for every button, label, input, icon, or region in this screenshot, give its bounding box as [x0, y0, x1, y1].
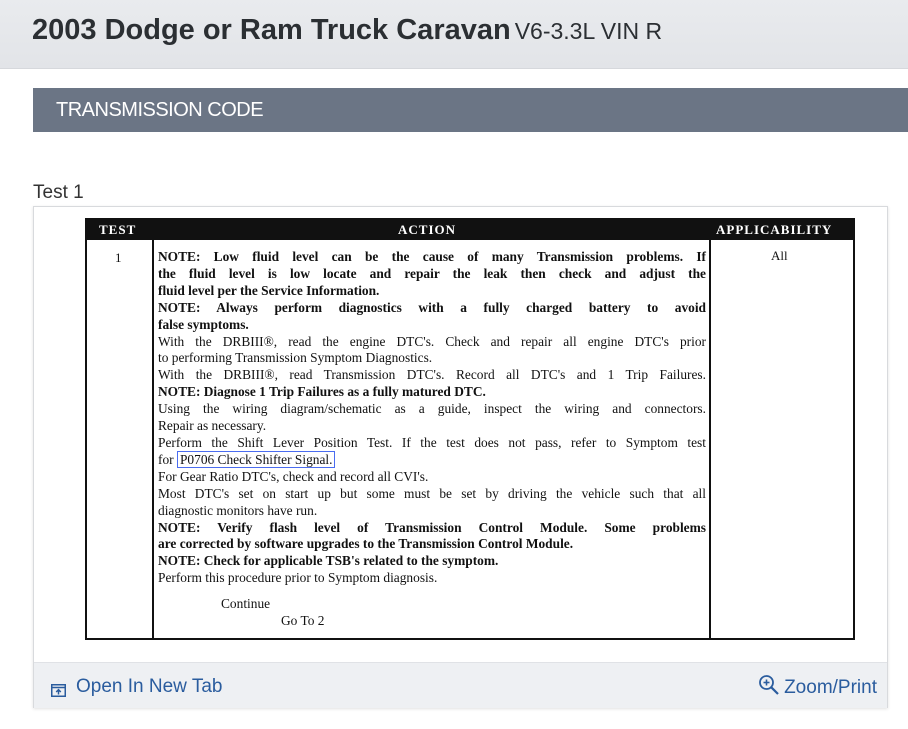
open-in-new-tab-link[interactable]	[51, 676, 222, 698]
action-line: NOTE: Diagnose 1 Trip Failures as a fully matured DTC.	[158, 384, 486, 400]
test-label: Test 1	[33, 182, 84, 203]
action-text	[158, 249, 706, 587]
diagnostic-table-image	[85, 218, 855, 640]
action-line: fluid level per the Service Information.	[158, 282, 380, 298]
test-number: 1	[115, 250, 122, 265]
new-tab-icon	[51, 681, 66, 694]
header-action: ACTION	[398, 222, 457, 237]
action-line: diagnostic monitors have run.	[158, 502, 318, 518]
column-divider	[152, 240, 154, 638]
action-line: Repair as necessary.	[158, 418, 267, 434]
action-line: false symptoms.	[158, 316, 249, 332]
zoom-print-label: Zoom/Print	[784, 677, 877, 698]
action-line-prefix: for	[158, 451, 174, 467]
vehicle-title: 2003 Dodge or Ram Truck Caravan	[32, 14, 511, 46]
continue-label: Continue	[221, 596, 271, 611]
engine-subtitle: V6-3.3L VIN R	[514, 18, 663, 44]
action-line: the fluid level is low locate and repair the leak then check and adjust the	[158, 265, 706, 281]
action-line: NOTE: Always perform diagnostics with a fully charged battery to avoid	[158, 299, 706, 315]
action-line: NOTE: Verify flash level of Transmission Control Module. Some problems	[158, 519, 706, 535]
section-header	[33, 88, 908, 132]
action-line: Perform this procedure prior to Symptom diagnosis.	[158, 570, 438, 586]
applicability-value: All	[771, 248, 788, 263]
goto-label: Go To 2	[281, 613, 325, 628]
diagnostic-card	[33, 206, 888, 708]
action-line: With the DRBIII®, read Transmission DTC's. Record all DTC's and 1 Trip Failures.	[158, 367, 706, 383]
page-title	[32, 14, 662, 47]
action-line: NOTE: Check for applicable TSB's related to the symptom.	[158, 553, 499, 569]
card-footer	[34, 662, 887, 708]
action-line: Most DTC's set on start up but some must be set by driving the vehicle such that all	[158, 485, 706, 501]
action-line: For Gear Ratio DTC's, check and record all CVI's.	[158, 468, 429, 484]
section-title: TRANSMISSION CODE	[56, 99, 264, 121]
action-line: Perform the Shift Lever Position Test. If the test does not pass, refer to Symptom test	[158, 434, 706, 450]
symptom-test-link[interactable]: P0706 Check Shifter Signal.	[177, 451, 336, 468]
action-line: are corrected by software upgrades to the Transmission Control Module.	[158, 536, 574, 552]
open-in-new-tab-label: Open In New Tab	[76, 676, 223, 697]
action-line: With the DRBIII®, read the engine DTC's. Check and repair all engine DTC's prior	[158, 333, 706, 349]
action-line	[158, 452, 706, 469]
header-applicability: APPLICABILITY	[716, 222, 833, 237]
page-header	[0, 0, 908, 69]
action-line: to performing Transmission Symptom Diagnostics.	[158, 350, 433, 366]
zoom-in-icon	[758, 674, 780, 702]
header-test: TEST	[99, 222, 137, 237]
action-line: Using the wiring diagram/schematic as a guide, inspect the wiring and connectors.	[158, 401, 706, 417]
column-divider	[709, 240, 711, 638]
zoom-print-link[interactable]	[758, 674, 877, 702]
action-line: NOTE: Low fluid level can be the cause of many Transmission problems. If	[158, 249, 706, 264]
table-header-row	[85, 218, 855, 240]
